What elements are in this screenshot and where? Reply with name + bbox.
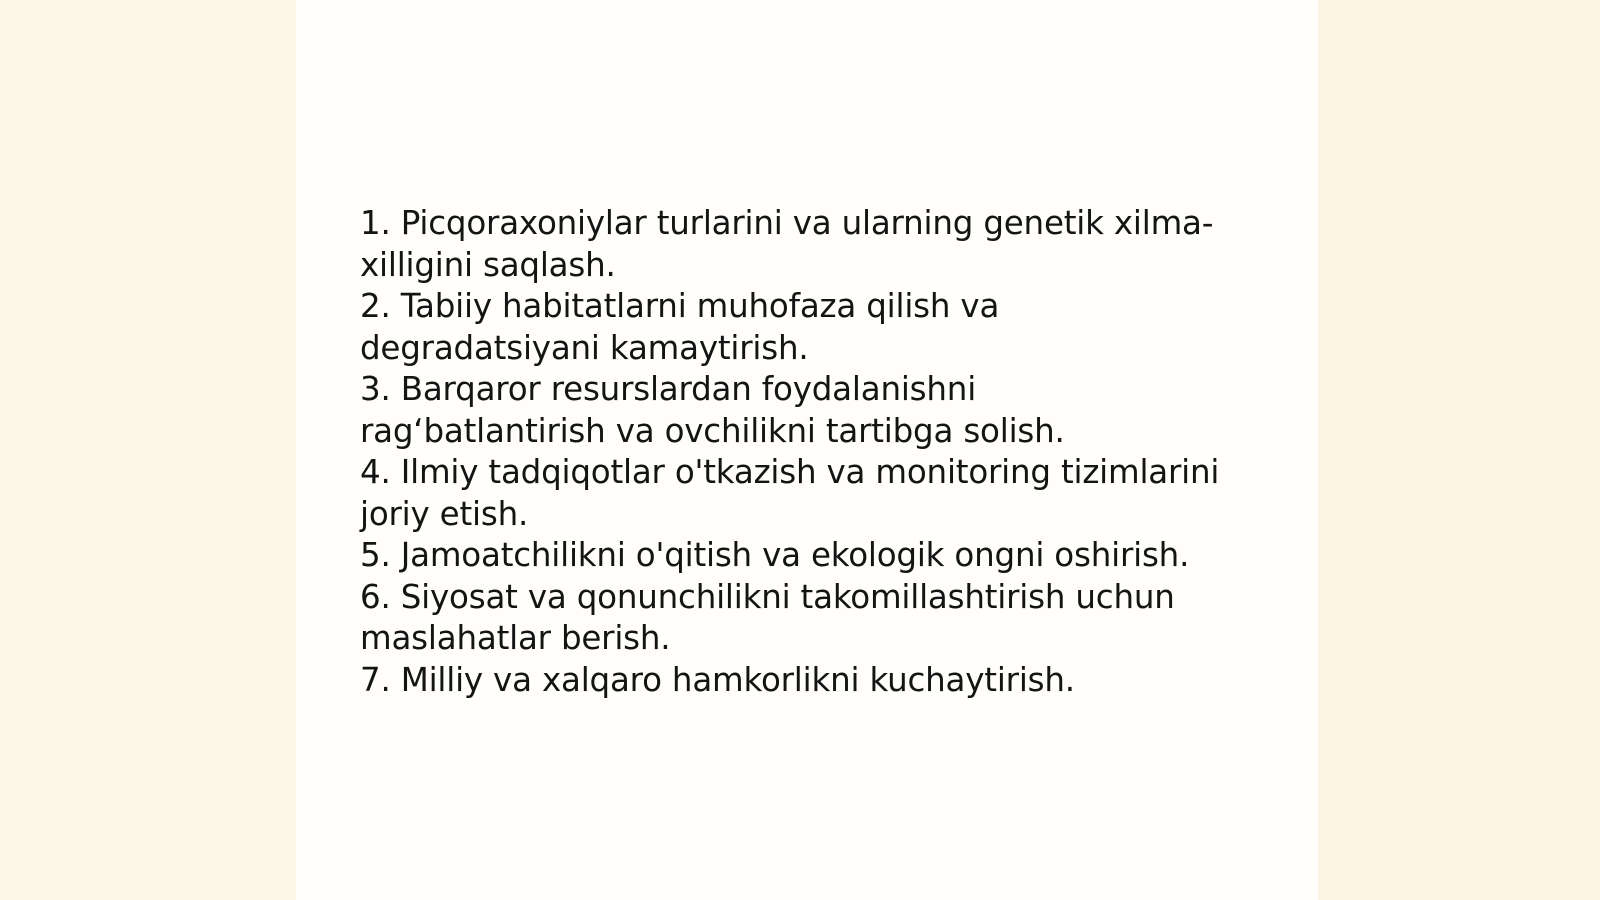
- body-line: joriy etish.: [360, 494, 529, 533]
- body-line: 6. Siyosat va qonunchilikni takomillashtirish uchun: [360, 577, 1175, 616]
- body-line: 3. Barqaror resurslardan foydalanishni: [360, 370, 977, 408]
- body-line: rag‘batlantirish va ovchilikni tartibga solish.: [360, 411, 1065, 450]
- right-margin-panel: [1318, 0, 1600, 900]
- slide-body-text: [360, 203, 1260, 701]
- slide-canvas: [296, 0, 1318, 900]
- body-line: xilligini saqlash.: [360, 245, 616, 284]
- body-line: 4. Ilmiy tadqiqotlar o'tkazish va monitoring tizimlarini: [360, 453, 1220, 491]
- body-line: 2. Tabiiy habitatlarni muhofaza qilish va: [360, 287, 1000, 325]
- body-line: maslahatlar berish.: [360, 619, 671, 657]
- body-line: 7. Milliy va xalqaro hamkorlikni kuchaytirish.: [360, 660, 1075, 699]
- body-line: degradatsiyani kamaytirish.: [360, 328, 809, 367]
- body-line: 5. Jamoatchilikni o'qitish va ekologik ongni oshirish.: [360, 536, 1190, 574]
- left-margin-panel: [0, 0, 296, 900]
- body-line: 1. Picqoraxoniylar turlarini va ularning genetik xilma-: [360, 204, 1214, 242]
